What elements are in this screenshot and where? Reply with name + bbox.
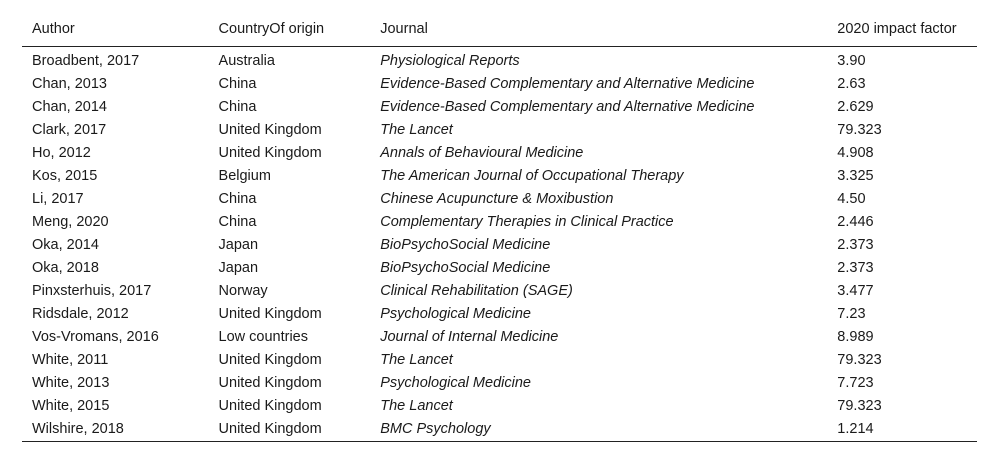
cell-journal: Chinese Acupuncture & Moxibustion	[380, 190, 614, 207]
header-row	[22, 12, 977, 47]
table-row	[22, 256, 977, 279]
table-row	[22, 233, 977, 256]
cell-journal: The American Journal of Occupational Therapy	[380, 167, 684, 184]
cell-author: Ridsdale, 2012	[32, 305, 129, 322]
table-row	[22, 141, 977, 164]
table-container	[22, 12, 977, 442]
table-row	[22, 325, 977, 348]
cell-author: Oka, 2018	[32, 259, 99, 276]
table-body	[22, 47, 977, 442]
cell-journal: Psychological Medicine	[380, 374, 531, 391]
cell-author: Wilshire, 2018	[22, 417, 209, 442]
cell-journal: BMC Psychology	[370, 417, 827, 442]
cell-journal: The Lancet	[380, 397, 453, 414]
cell-journal: Complementary Therapies in Clinical Practice	[380, 213, 674, 230]
cell-country: Norway	[218, 282, 268, 299]
table-row	[22, 72, 977, 95]
header-journal: Journal	[370, 12, 827, 47]
table-row	[22, 47, 977, 73]
cell-author: Vos-Vromans, 2016	[32, 328, 159, 345]
cell-journal: BioPsychoSocial Medicine	[380, 236, 551, 253]
cell-impact-factor: 2.446	[837, 213, 874, 230]
cell-country: Japan	[218, 259, 259, 276]
cell-impact-factor: 7.23	[837, 305, 866, 322]
table-row	[22, 187, 977, 210]
cell-country: United Kingdom	[218, 121, 322, 138]
table-row	[22, 394, 977, 417]
cell-author: Broadbent, 2017	[32, 52, 140, 69]
cell-journal: Psychological Medicine	[380, 305, 531, 322]
cell-journal: BioPsychoSocial Medicine	[380, 259, 551, 276]
cell-impact-factor: 8.989	[837, 328, 874, 345]
cell-impact-factor: 7.723	[837, 374, 874, 391]
cell-impact-factor: 1.214	[827, 417, 977, 442]
cell-journal: The Lancet	[380, 121, 453, 138]
cell-country: China	[218, 98, 257, 115]
cell-country: United Kingdom	[209, 417, 371, 442]
cell-country: United Kingdom	[218, 351, 322, 368]
table-row	[22, 302, 977, 325]
cell-author: White, 2011	[32, 351, 109, 368]
cell-author: Chan, 2013	[32, 75, 107, 92]
cell-author: Li, 2017	[32, 190, 84, 207]
cell-country: China	[218, 190, 257, 207]
cell-country: China	[218, 213, 257, 230]
cell-country: United Kingdom	[218, 305, 322, 322]
header-author: Author	[22, 12, 209, 47]
table-row	[22, 118, 977, 141]
cell-author: Pinxsterhuis, 2017	[32, 282, 152, 299]
cell-impact-factor: 2.373	[837, 236, 874, 253]
cell-impact-factor: 2.629	[837, 98, 874, 115]
cell-journal: The Lancet	[380, 351, 453, 368]
cell-author: Kos, 2015	[32, 167, 98, 184]
table-row	[22, 279, 977, 302]
cell-impact-factor: 79.323	[837, 121, 882, 138]
cell-author: Meng, 2020	[32, 213, 109, 230]
cell-author: Oka, 2014	[32, 236, 99, 253]
table-row	[22, 164, 977, 187]
header-country: CountryOf origin	[209, 12, 371, 47]
cell-impact-factor: 3.325	[837, 167, 874, 184]
cell-author: Chan, 2014	[32, 98, 107, 115]
cell-country: United Kingdom	[218, 144, 322, 161]
cell-journal: Clinical Rehabilitation (SAGE)	[380, 282, 573, 299]
cell-author: White, 2013	[32, 374, 110, 391]
cell-journal: Journal of Internal Medicine	[380, 328, 559, 345]
cell-impact-factor: 3.90	[837, 52, 866, 69]
table-row	[22, 95, 977, 118]
table-header	[22, 12, 977, 47]
table-row	[22, 417, 977, 442]
cell-country: Japan	[218, 236, 259, 253]
cell-country: Belgium	[218, 167, 271, 184]
cell-impact-factor: 4.908	[837, 144, 874, 161]
cell-country: China	[218, 75, 257, 92]
cell-country: Australia	[218, 52, 275, 69]
cell-journal: Physiological Reports	[380, 52, 520, 69]
table-row	[22, 210, 977, 233]
cell-impact-factor: 79.323	[837, 351, 882, 368]
cell-impact-factor: 3.477	[837, 282, 874, 299]
cell-impact-factor: 2.373	[837, 259, 874, 276]
cell-journal: Evidence-Based Complementary and Alternative Medicine	[380, 98, 755, 115]
cell-author: Clark, 2017	[32, 121, 107, 138]
cell-impact-factor: 4.50	[837, 190, 866, 207]
cell-journal: Annals of Behavioural Medicine	[380, 144, 584, 161]
cell-journal: Evidence-Based Complementary and Alternative Medicine	[380, 75, 755, 92]
table-row	[22, 371, 977, 394]
cell-country: United Kingdom	[218, 374, 322, 391]
cell-impact-factor: 2.63	[837, 75, 866, 92]
cell-impact-factor: 79.323	[837, 397, 882, 414]
cell-author: White, 2015	[32, 397, 110, 414]
cell-author: Ho, 2012	[32, 144, 91, 161]
cell-country: United Kingdom	[218, 397, 322, 414]
table-row	[22, 348, 977, 371]
header-impact-factor: 2020 impact factor	[827, 12, 977, 47]
journal-table	[22, 12, 977, 442]
cell-country: Low countries	[218, 328, 308, 345]
